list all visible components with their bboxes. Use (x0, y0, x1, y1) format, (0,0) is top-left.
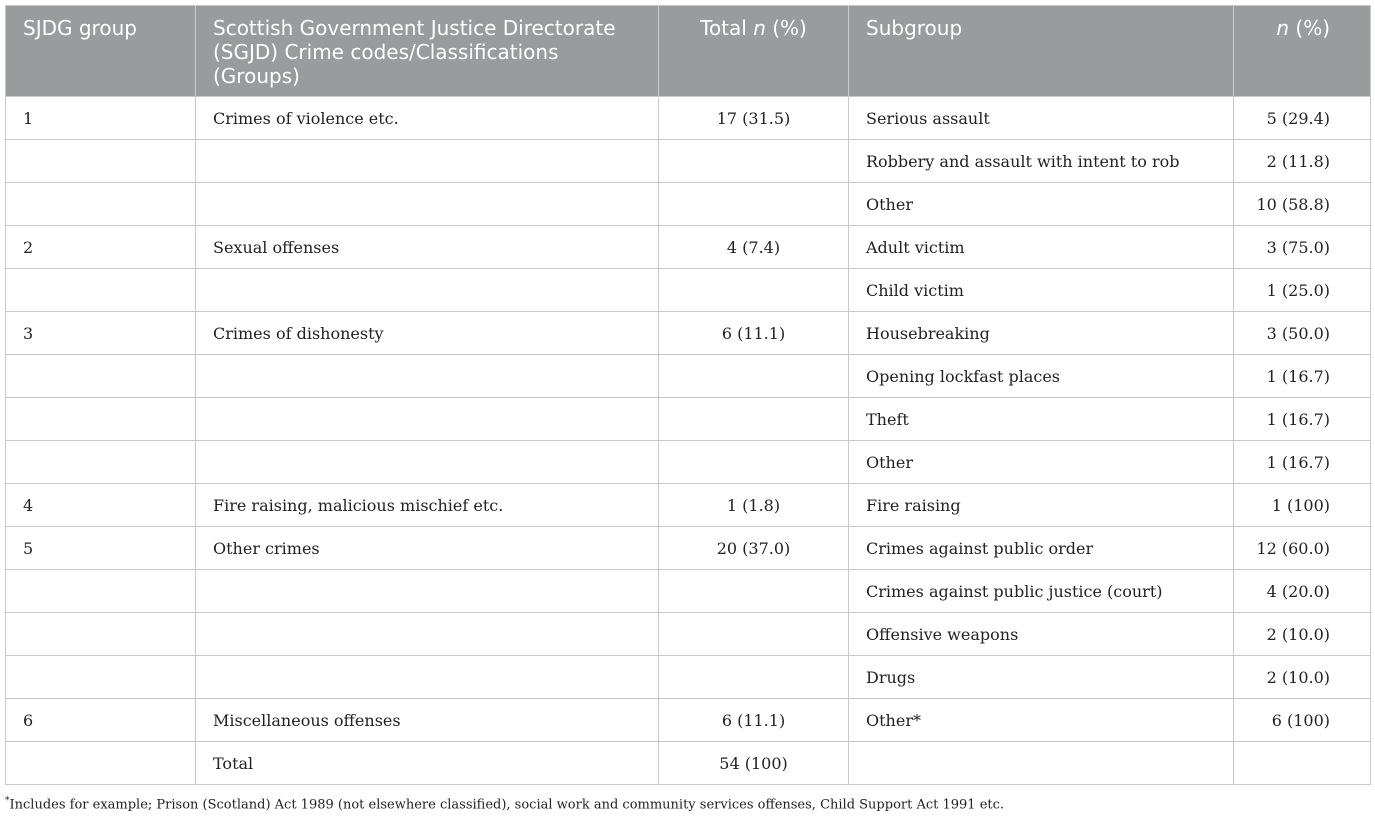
cell-n-percent: 1 (16.7) (1234, 441, 1371, 484)
cell-total: 6 (11.1) (659, 312, 849, 355)
cell-subgroup: Other (849, 441, 1234, 484)
cell-n-percent: 1 (16.7) (1234, 355, 1371, 398)
cell-total: 54 (100) (659, 742, 849, 785)
cell-total: 4 (7.4) (659, 226, 849, 269)
cell-subgroup (849, 742, 1234, 785)
cell-total: 20 (37.0) (659, 527, 849, 570)
table-row (6, 398, 1371, 441)
cell-n-percent: 3 (50.0) (1234, 312, 1371, 355)
cell-n-percent: 5 (29.4) (1234, 97, 1371, 140)
cell-total (659, 570, 849, 613)
table-row (6, 656, 1371, 699)
cell-sjdg-group (6, 613, 196, 656)
cell-sjdg-group: 5 (6, 527, 196, 570)
table-row (6, 183, 1371, 226)
cell-subgroup: Offensive weapons (849, 613, 1234, 656)
cell-subgroup: Crimes against public order (849, 527, 1234, 570)
cell-total: 6 (11.1) (659, 699, 849, 742)
cell-sjdg-group (6, 398, 196, 441)
table-row (6, 484, 1371, 527)
table-row (6, 97, 1371, 140)
cell-classification (196, 398, 659, 441)
cell-n-percent: 12 (60.0) (1234, 527, 1371, 570)
cell-total: 17 (31.5) (659, 97, 849, 140)
table-row (6, 355, 1371, 398)
cell-classification: Sexual offenses (196, 226, 659, 269)
footnote-text: Includes for example; Prison (Scotland) Act 1989 (not elsewhere classified), social work and community services offenses, Child Support Act 1991 etc. (9, 797, 1005, 813)
cell-classification (196, 613, 659, 656)
header-row (6, 6, 1371, 97)
cell-sjdg-group: 4 (6, 484, 196, 527)
cell-classification: Miscellaneous offenses (196, 699, 659, 742)
cell-subgroup: Other (849, 183, 1234, 226)
table-row (6, 269, 1371, 312)
cell-sjdg-group: 6 (6, 699, 196, 742)
cell-subgroup: Fire raising (849, 484, 1234, 527)
cell-sjdg-group (6, 441, 196, 484)
cell-classification: Other crimes (196, 527, 659, 570)
cell-classification: Fire raising, malicious mischief etc. (196, 484, 659, 527)
header-total-n-percent (659, 6, 849, 97)
table-row (6, 742, 1371, 785)
table-row (6, 613, 1371, 656)
table-row (6, 312, 1371, 355)
header-total-n: n (753, 16, 766, 40)
cell-subgroup: Crimes against public justice (court) (849, 570, 1234, 613)
header-subgroup: Subgroup (849, 6, 1234, 97)
table-body (6, 97, 1371, 785)
table-row (6, 570, 1371, 613)
cell-classification (196, 140, 659, 183)
cell-total (659, 398, 849, 441)
cell-subgroup: Other* (849, 699, 1234, 742)
cell-sjdg-group: 3 (6, 312, 196, 355)
cell-subgroup: Drugs (849, 656, 1234, 699)
table-header (6, 6, 1371, 97)
cell-total (659, 355, 849, 398)
crime-classification-table-container (5, 5, 1370, 785)
cell-n-percent: 3 (75.0) (1234, 226, 1371, 269)
cell-subgroup: Adult victim (849, 226, 1234, 269)
cell-total (659, 140, 849, 183)
footnote-marker: * (5, 796, 10, 806)
header-percent: (%) (1289, 16, 1330, 40)
cell-n-percent: 1 (100) (1234, 484, 1371, 527)
cell-classification (196, 570, 659, 613)
cell-classification: Crimes of violence etc. (196, 97, 659, 140)
cell-sjdg-group: 1 (6, 97, 196, 140)
table-row (6, 527, 1371, 570)
cell-sjdg-group (6, 140, 196, 183)
cell-classification (196, 183, 659, 226)
cell-classification (196, 355, 659, 398)
table-row (6, 140, 1371, 183)
cell-subgroup: Child victim (849, 269, 1234, 312)
header-sgjd-classification: Scottish Government Justice Directorate (SGJD) Crime codes/Classifications (Groups) (196, 6, 659, 97)
cell-total (659, 656, 849, 699)
cell-subgroup: Serious assault (849, 97, 1234, 140)
header-sjdg-group: SJDG group (6, 6, 196, 97)
cell-n-percent: 2 (10.0) (1234, 613, 1371, 656)
cell-n-percent: 10 (58.8) (1234, 183, 1371, 226)
cell-total (659, 269, 849, 312)
cell-classification (196, 269, 659, 312)
header-n-percent (1234, 6, 1371, 97)
crime-classification-table (5, 5, 1371, 785)
cell-n-percent: 2 (10.0) (1234, 656, 1371, 699)
cell-total (659, 441, 849, 484)
cell-classification: Total (196, 742, 659, 785)
cell-sjdg-group: 2 (6, 226, 196, 269)
cell-total (659, 613, 849, 656)
cell-sjdg-group (6, 183, 196, 226)
header-total-label: Total (700, 16, 754, 40)
cell-sjdg-group (6, 656, 196, 699)
cell-classification: Crimes of dishonesty (196, 312, 659, 355)
cell-n-percent: 6 (100) (1234, 699, 1371, 742)
cell-sjdg-group (6, 570, 196, 613)
cell-n-percent: 1 (25.0) (1234, 269, 1371, 312)
cell-sjdg-group (6, 742, 196, 785)
table-footnote (5, 796, 1004, 812)
cell-total: 1 (1.8) (659, 484, 849, 527)
cell-classification (196, 656, 659, 699)
cell-n-percent: 4 (20.0) (1234, 570, 1371, 613)
cell-n-percent (1234, 742, 1371, 785)
cell-subgroup: Theft (849, 398, 1234, 441)
cell-classification (196, 441, 659, 484)
cell-total (659, 183, 849, 226)
cell-subgroup: Robbery and assault with intent to rob (849, 140, 1234, 183)
header-total-percent: (%) (765, 16, 807, 40)
cell-n-percent: 1 (16.7) (1234, 398, 1371, 441)
cell-sjdg-group (6, 269, 196, 312)
table-row (6, 441, 1371, 484)
cell-sjdg-group (6, 355, 196, 398)
cell-subgroup: Opening lockfast places (849, 355, 1234, 398)
cell-n-percent: 2 (11.8) (1234, 140, 1371, 183)
table-row (6, 226, 1371, 269)
header-n: n (1276, 16, 1290, 40)
table-row (6, 699, 1371, 742)
cell-subgroup: Housebreaking (849, 312, 1234, 355)
